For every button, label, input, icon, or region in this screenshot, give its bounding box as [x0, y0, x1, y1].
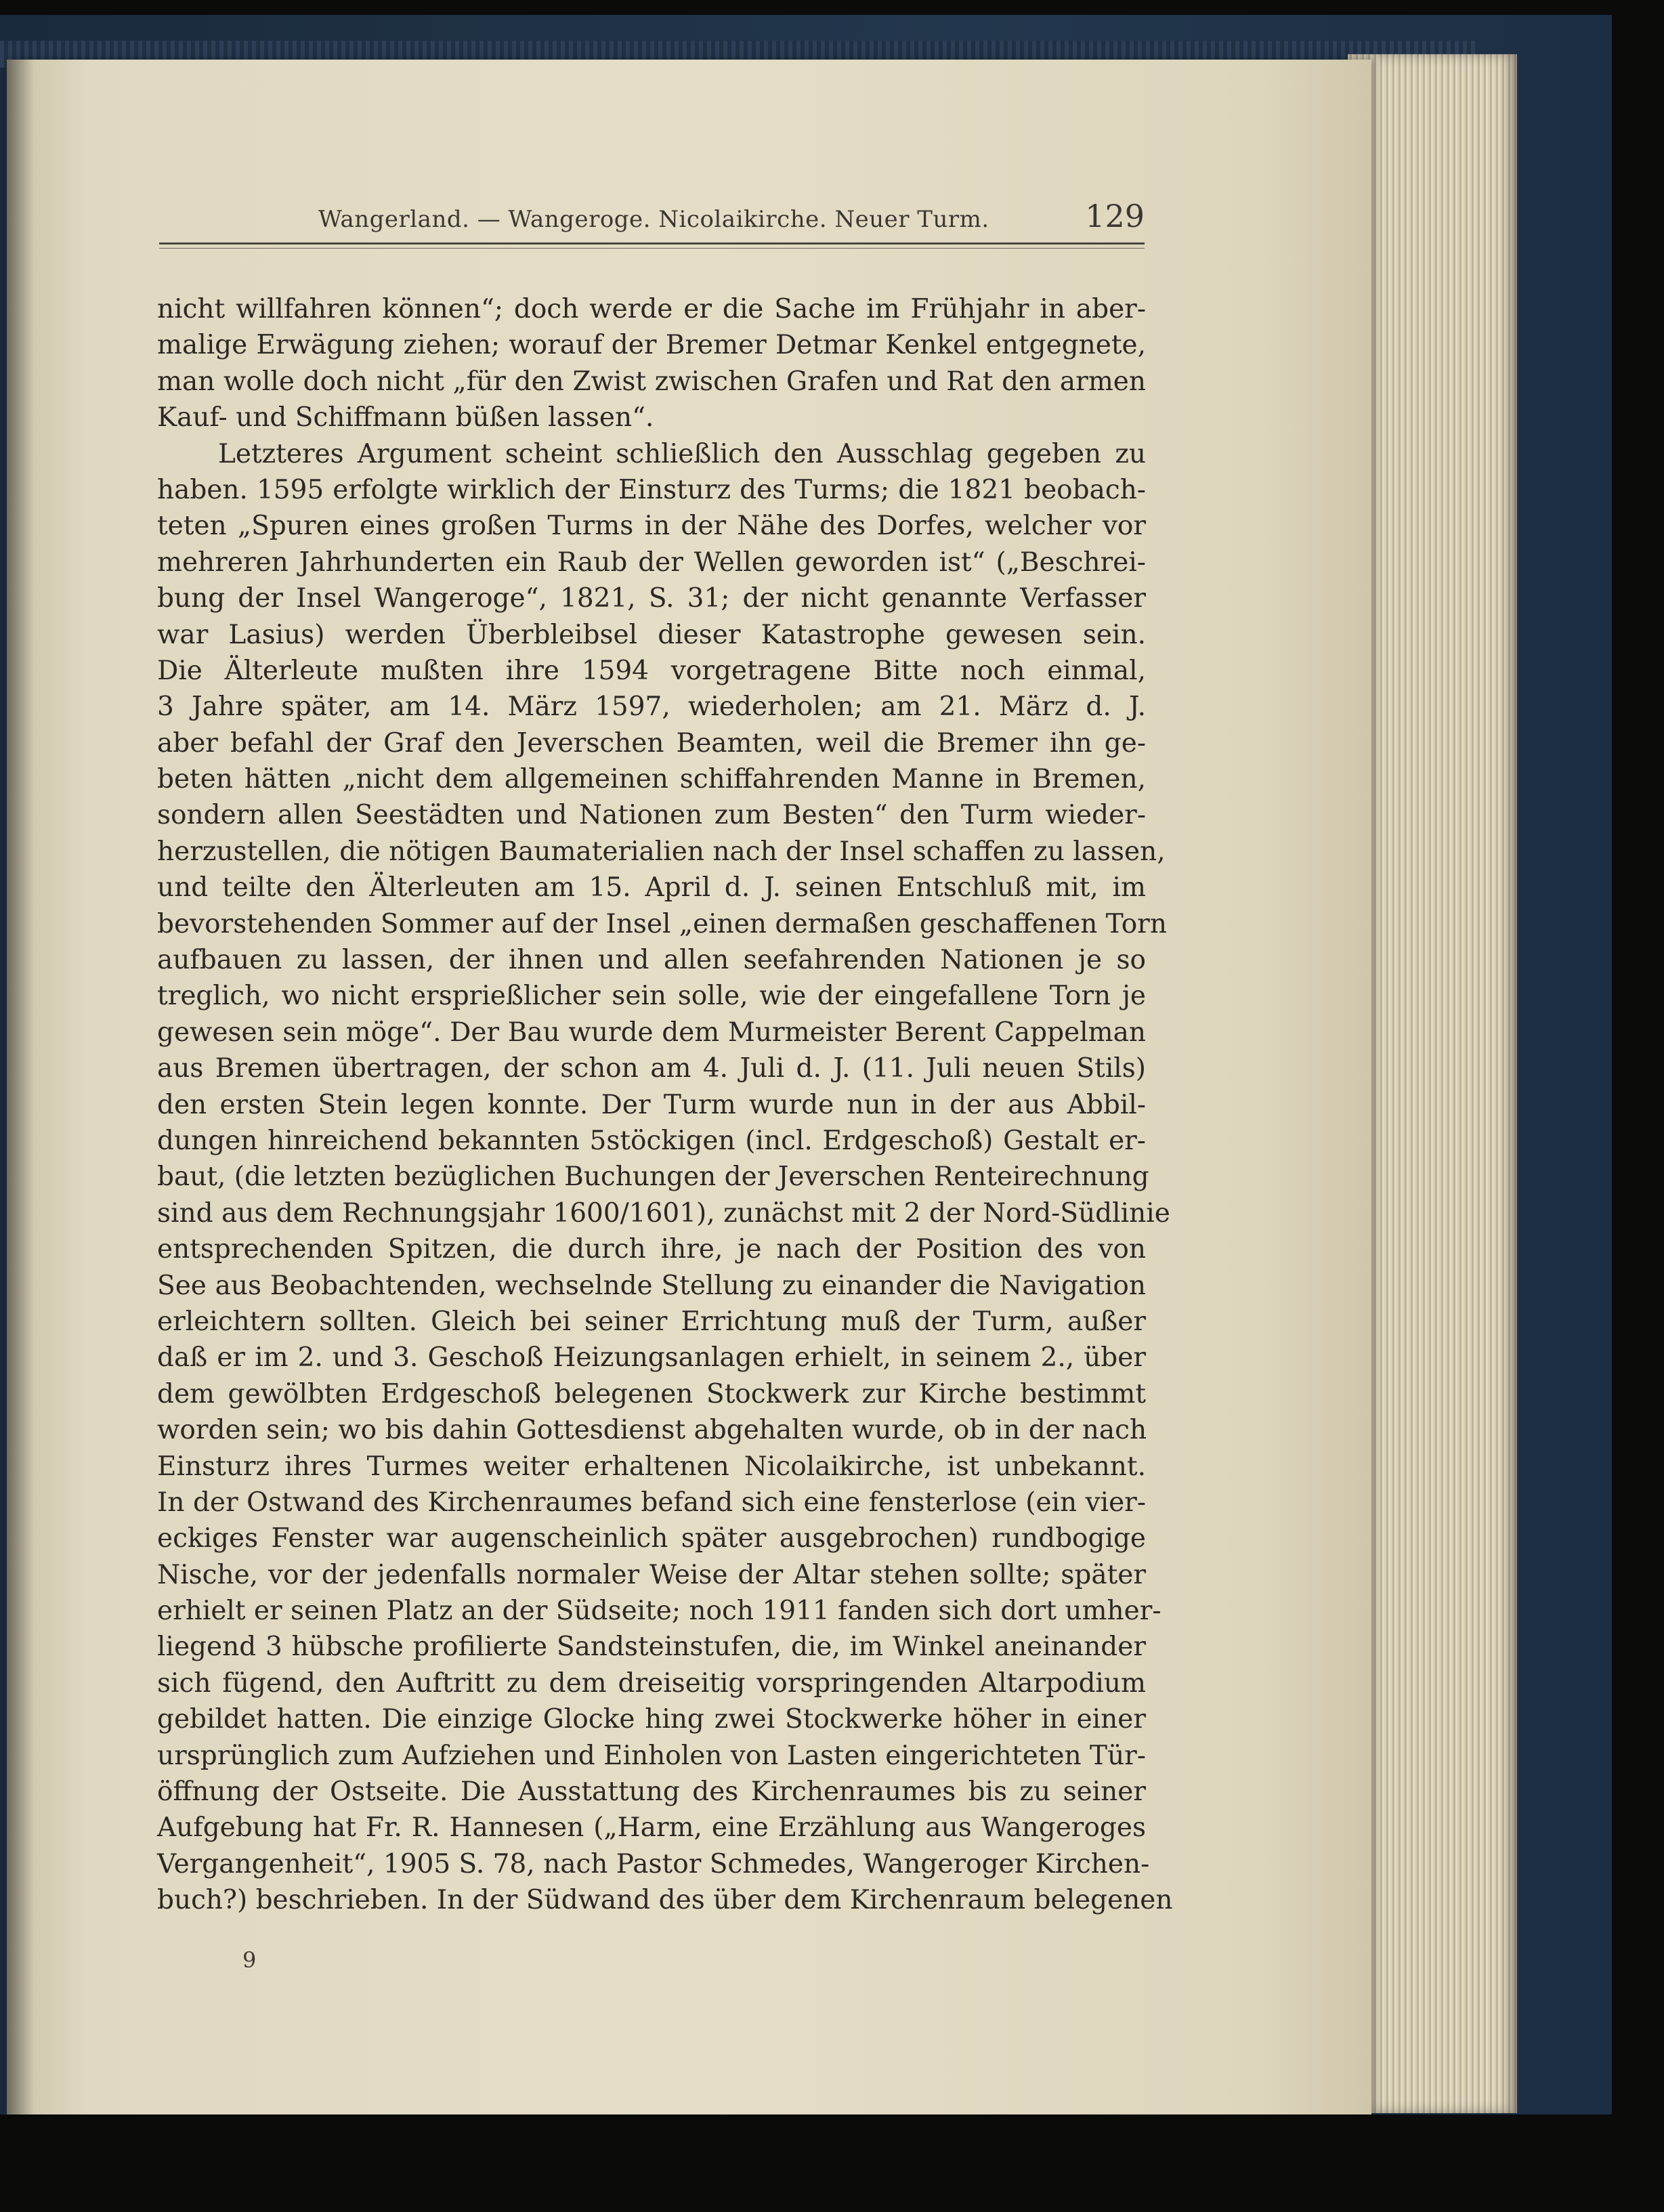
text-line: sich fügend, den Auftritt zu dem dreiseitig vorspringenden Altarpodium: [157, 1667, 1146, 1699]
text-line: ursprünglich zum Aufziehen und Einholen von Lasten eingerichteten Tür-: [157, 1740, 1147, 1771]
text-line: erleichtern sollten. Gleich bei seiner Errichtung muß der Turm, außer: [157, 1306, 1146, 1337]
text-line: sondern allen Seestädten und Nationen zum Besten“ den Turm wieder-: [157, 800, 1146, 831]
text-line: haben. 1595 erfolgte wirklich der Einsturz des Turms; die 1821 beobach-: [157, 474, 1146, 505]
body-text: [157, 291, 1173, 1919]
text-line: herzustellen, die nötigen Baumaterialien nach der Insel schaffen zu lassen,: [157, 836, 1166, 867]
text-line: aufbauen zu lassen, der ihnen und allen seefahrenden Nationen je so: [157, 945, 1146, 976]
running-title: Wangerland. — Wangeroge. Nicolaikirche. Neuer Turm.: [318, 206, 989, 233]
text-line: Kauf- und Schiffmann büßen lassen“.: [157, 402, 654, 433]
text-line: sind aus dem Rechnungsjahr 1600/1601), zunächst mit 2 der Nord-Südlinie: [157, 1197, 1170, 1229]
text-line: den ersten Stein legen konnte. Der Turm wurde nun in der aus Abbil-: [157, 1089, 1146, 1120]
text-line: See aus Beobachtenden, wechselnde Stellung zu einander die Navigation: [157, 1270, 1146, 1301]
spine-shadow: [7, 60, 34, 2114]
page-number: 129: [1085, 198, 1145, 234]
text-line: und teilte den Älterleuten am 15. April d. J. seinen Entschluß mit, im: [157, 872, 1146, 903]
text-line: öffnung der Ostseite. Die Ausstattung des Kirchenraumes bis zu seiner: [157, 1777, 1146, 1808]
text-line: treglich, wo nicht ersprießlicher sein solle, wie der eingefallene Torn je: [157, 981, 1146, 1012]
text-line: gewesen sein möge“. Der Bau wurde dem Murmeister Berent Cappelman: [157, 1017, 1146, 1048]
text-line: dem gewölbten Erdgeschoß belegenen Stockwerk zur Kirche bestimmt: [157, 1378, 1146, 1409]
text-line: daß er im 2. und 3. Geschoß Heizungsanlagen erhielt, in seinem 2., über: [157, 1342, 1146, 1374]
text-line: Nische, vor der jedenfalls normaler Weise der Altar stehen sollte; später: [157, 1559, 1146, 1590]
text-line: man wolle doch nicht „für den Zwist zwischen Grafen und Rat den armen: [157, 366, 1146, 397]
text-line: worden sein; wo bis dahin Gottesdienst abgehalten wurde, ob in der nach: [157, 1415, 1147, 1446]
text-line: Einsturz ihres Turmes weiter erhaltenen Nicolaikirche, ist unbekannt.: [157, 1451, 1146, 1482]
text-line: liegend 3 hübsche profilierte Sandsteinstufen, die, im Winkel aneinander: [157, 1632, 1146, 1663]
page-stack-edge: [1348, 54, 1517, 2113]
text-line: eckiges Fenster war augenscheinlich später ausgebrochen) rundbogige: [157, 1523, 1146, 1554]
text-line: teten „Spuren eines großen Turms in der Nähe des Dorfes, welcher vor: [157, 511, 1146, 542]
text-line: Die Älterleute mußten ihre 1594 vorgetragene Bitte noch einmal,: [157, 655, 1146, 686]
text-line: mehreren Jahrhunderten ein Raub der Wellen geworden ist“ („Beschrei-: [157, 547, 1146, 578]
header-rule-thin: [159, 248, 1145, 249]
header-rule: [159, 242, 1145, 244]
text-line: dungen hinreichend bekannten 5stöckigen (incl. Erdgeschoß) Gestalt er-: [157, 1125, 1146, 1156]
text-line: bevorstehenden Sommer auf der Insel „einen dermaßen geschaffenen Torn: [157, 908, 1167, 939]
running-head: [318, 198, 1145, 238]
text-line: aus Bremen übertragen, der schon am 4. Juli d. J. (11. Juli neuen Stils): [157, 1053, 1146, 1084]
text-line: bung der Insel Wangeroge“, 1821, S. 31; der nicht genannte Verfasser: [157, 583, 1146, 614]
text-line: Letzteres Argument scheint schließlich den Ausschlag gegeben zu: [218, 438, 1146, 469]
text-line: Aufgebung hat Fr. R. Hannesen („Harm, eine Erzählung aus Wangeroges: [157, 1812, 1146, 1844]
text-line: In der Ostwand des Kirchenraumes befand sich eine fensterlose (ein vier-: [157, 1487, 1146, 1518]
signature-mark: 9: [242, 1947, 257, 1973]
text-line: beten hätten „nicht dem allgemeinen schiffahrenden Manne in Bremen,: [157, 764, 1146, 795]
text-line: war Lasius) werden Überbleibsel dieser Katastrophe gewesen sein.: [157, 619, 1146, 650]
text-line: 3 Jahre später, am 14. März 1597, wiederholen; am 21. März d. J.: [157, 692, 1146, 723]
text-line: nicht willfahren können“; doch werde er die Sache im Frühjahr in aber-: [157, 294, 1146, 324]
text-line: Vergangenheit“, 1905 S. 78, nach Pastor Schmedes, Wangeroger Kirchen-: [157, 1848, 1150, 1879]
text-line: baut, (die letzten bezüglichen Buchungen der Jeverschen Renteirechnung: [157, 1162, 1149, 1193]
text-line: entsprechenden Spitzen, die durch ihre, je nach der Position des von: [157, 1234, 1146, 1265]
text-line: aber befahl der Graf den Jeverschen Beamten, weil die Bremer ihn ge-: [157, 727, 1146, 759]
text-line: erhielt er seinen Platz an der Südseite; noch 1911 fanden sich dort umher-: [157, 1596, 1161, 1627]
text-line: buch?) beschrieben. In der Südwand des über dem Kirchenraum belegenen: [157, 1885, 1173, 1916]
text-line: gebildet hatten. Die einzige Glocke hing zwei Stockwerke höher in einer: [157, 1704, 1146, 1735]
text-line: malige Erwägung ziehen; worauf der Bremer Detmar Kenkel entgegnete,: [157, 330, 1146, 361]
